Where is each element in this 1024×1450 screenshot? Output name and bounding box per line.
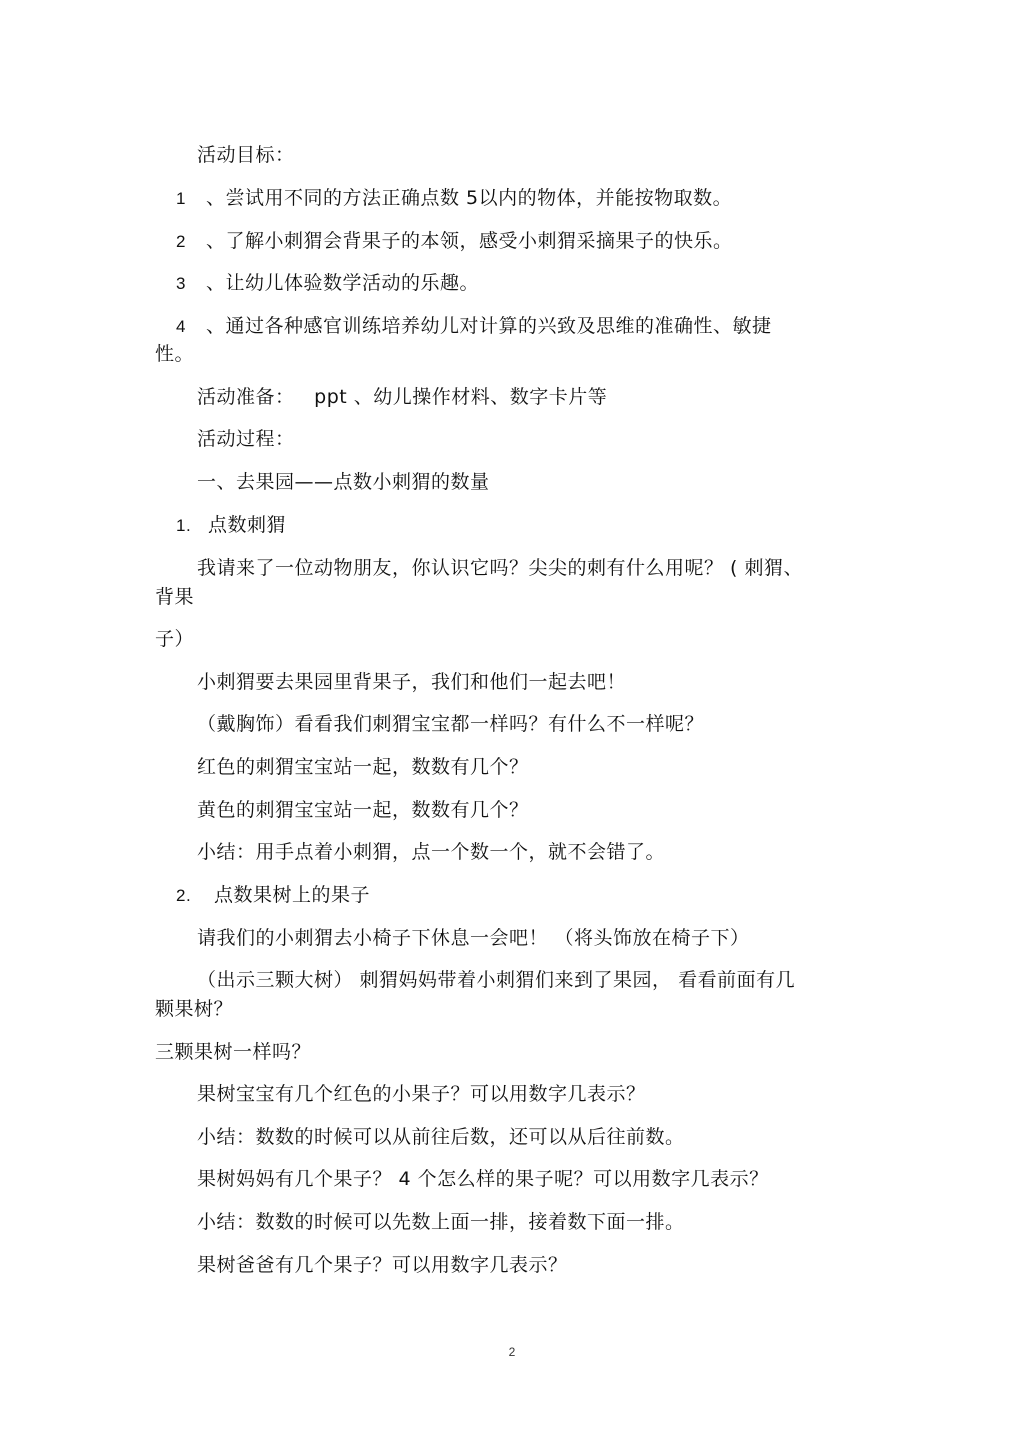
paragraph-2: 小刺猬要去果园里背果子，我们和他们一起去吧！ xyxy=(197,671,627,693)
goal-2 xyxy=(176,230,733,253)
paragraph-9: 三颗果树一样吗？ xyxy=(155,1041,312,1063)
paragraph-8-line-1: （出示三颗大树） 刺猬妈妈带着小刺猬们来到了果园， 看看前面有几 xyxy=(197,969,796,991)
paragraph-3: （戴胸饰）看看我们刺猬宝宝都一样吗？有什么不一样呢？ xyxy=(197,713,705,735)
step-1 xyxy=(176,514,286,537)
summary-2: 小结：数数的时候可以从前往后数，还可以从后往前数。 xyxy=(197,1126,685,1148)
goal-4-text: 、通过各种感官训练培养幼儿对计算的兴致及思维的准确性、敏捷 xyxy=(206,315,772,337)
paragraph-5: 黄色的刺猬宝宝站一起，数数有几个？ xyxy=(197,799,529,821)
step-2 xyxy=(176,884,370,907)
goal-1-number: 1 xyxy=(176,189,186,208)
paragraph-1-line-3: 子） xyxy=(155,628,195,650)
paragraph-10: 果树宝宝有几个红色的小果子？可以用数字几表示？ xyxy=(197,1083,646,1105)
step-1-number: 1. xyxy=(176,516,192,535)
section-1-title: 一、去果园——点数小刺猬的数量 xyxy=(197,471,490,493)
paragraph-4: 红色的刺猬宝宝站一起，数数有几个？ xyxy=(197,756,529,778)
goal-4 xyxy=(176,315,772,338)
paragraph-7: 请我们的小刺猬去小椅子下休息一会吧！ （将头饰放在椅子下） xyxy=(197,927,750,949)
step-2-title: 点数果树上的果子 xyxy=(214,884,371,906)
page-number: 2 xyxy=(508,1345,516,1359)
goal-1 xyxy=(176,187,732,210)
paragraph-14: 果树爸爸有几个果子？可以用数字几表示？ xyxy=(197,1254,568,1276)
goal-3-text: 、让幼儿体验数学活动的乐趣。 xyxy=(206,272,480,294)
goal-2-number: 2 xyxy=(176,232,186,251)
goal-4-continuation: 性。 xyxy=(155,343,195,365)
step-1-title: 点数刺猬 xyxy=(208,514,287,536)
paragraph-8-line-2: 颗果树？ xyxy=(155,998,234,1020)
goal-1-text: 、尝试用不同的方法正确点数 5以内的物体，并能按物取数。 xyxy=(206,187,733,209)
goals-heading: 活动目标： xyxy=(197,144,295,166)
paragraph-1-line-2: 背果 xyxy=(155,586,195,608)
goal-4-number: 4 xyxy=(176,317,186,336)
preparation xyxy=(197,386,607,408)
paragraph-12: 果树妈妈有几个果子？ 4 个怎么样的果子呢？可以用数字几表示？ xyxy=(197,1168,769,1190)
summary-1: 小结：用手点着小刺猬，点一个数一个，就不会错了。 xyxy=(197,841,666,863)
process-heading: 活动过程： xyxy=(197,428,295,450)
goal-3 xyxy=(176,272,479,295)
goal-2-text: 、了解小刺猬会背果子的本领，感受小刺猬采摘果子的快乐。 xyxy=(206,230,733,252)
preparation-label: 活动准备： xyxy=(197,386,295,408)
summary-3: 小结：数数的时候可以先数上面一排，接着数下面一排。 xyxy=(197,1211,685,1233)
paragraph-1-line-1: 我请来了一位动物朋友，你认识它吗？尖尖的刺有什么用呢？ ( 刺猬、 xyxy=(197,557,803,579)
step-2-number: 2. xyxy=(176,886,192,905)
preparation-text: ppt 、幼儿操作材料、数字卡片等 xyxy=(314,386,608,408)
goal-3-number: 3 xyxy=(176,274,186,293)
